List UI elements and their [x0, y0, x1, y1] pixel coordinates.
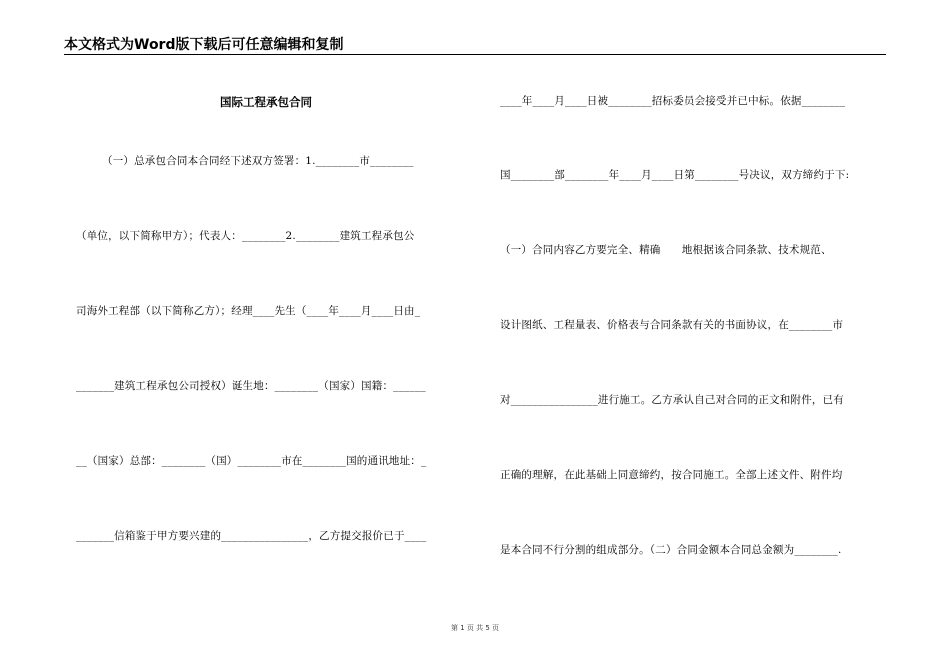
- body-line: 对________________进行施工。乙方承认自己对合同的正文和附件，已有: [500, 394, 844, 406]
- body-line: __（国家）总部：________（国）________市在________国的通讯地址：_: [76, 455, 427, 467]
- body-line: _______信箱鉴于甲方要兴建的________________，乙方提交报价已于____: [76, 530, 427, 542]
- body-line: （一）总承包合同本合同经下述双方签署：1.________市________: [102, 155, 414, 167]
- body-line: 国________部________年____月____日第________号决议，双方缔约于下:: [500, 169, 850, 181]
- document-title: 国际工程承包合同: [220, 95, 312, 109]
- body-line: 正确的理解，在此基础上同意缔约，按合同施工。全部上述文件、附件均: [500, 469, 843, 481]
- body-line: 是本合同不行分割的组成部分。（二）合同金额本合同总金额为________.: [500, 544, 842, 556]
- body-line: _______建筑工程承包公司授权）诞生地：________（国家）国籍：______: [76, 380, 426, 392]
- document-header: 本文格式为Word版下载后可任意编辑和复制: [64, 37, 344, 53]
- body-line: 设计图纸、工程量表、价格表与合同条款有关的书面协议，在________市: [500, 319, 844, 331]
- body-line: （一）合同内容乙方要完全、精确 地根据该合同条款、技术规范、: [500, 244, 832, 256]
- page-number: 第 1 页 共 5 页: [450, 624, 500, 632]
- body-line: ____年____月____日被________招标委员会接受并已中标。依据________: [500, 95, 846, 107]
- body-line: （单位，以下简称甲方）；代表人：________2.________建筑工程承包公: [76, 230, 415, 242]
- header-divider: [64, 54, 886, 55]
- body-line: 司海外工程部（以下简称乙方）；经理____先生（____年____月____日由_: [76, 305, 421, 317]
